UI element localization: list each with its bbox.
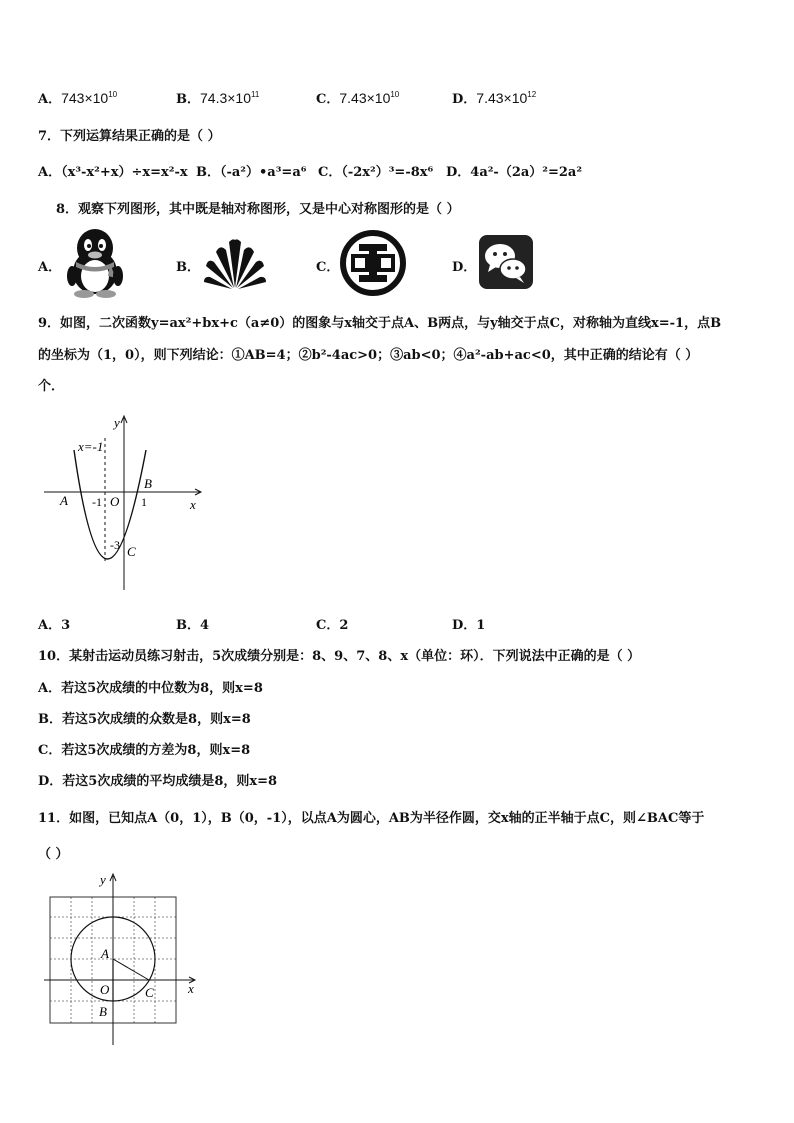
q6-option-c: [316, 88, 399, 107]
q8-option-b-letter: B．: [176, 260, 200, 275]
q10-stem: 10．某射击运动员练习射击，5次成绩分别是：8、9、7、8、x（单位：环）．下列说法中正确的是（ ）: [38, 649, 641, 664]
q6-option-b: [176, 88, 259, 107]
q7-stem: 7．下列运算结果正确的是（ ）: [38, 129, 221, 144]
q11-label-a: A: [101, 946, 109, 961]
q9-parabola-graph: [40, 410, 205, 595]
q9-option-d: D．1: [452, 618, 486, 633]
q6-option-d-letter: D．: [452, 92, 477, 107]
q6-option-b-value: [200, 90, 259, 106]
q9-stem-line1: 9．如图，二次函数y=ax²+bx+c（a≠0）的图象与x轴交于点A、B两点，与y轴交于点C，对称轴为直线x=-1，点B: [38, 316, 722, 331]
huawei-icon: [202, 234, 268, 290]
q6-option-b-mantissa: 74.3×10: [200, 90, 251, 106]
q6-option-c-mantissa: 7.43×10: [339, 90, 391, 106]
q6-option-b-exponent: 11: [251, 90, 260, 99]
q7-option-c: C．（-2x²）³=-8x⁶: [318, 165, 434, 180]
q11-label-c: C: [145, 985, 154, 1000]
q11-label-y: y: [100, 872, 106, 887]
q9-label-x: x: [190, 497, 196, 512]
q6-option-c-value: [339, 90, 399, 106]
q9-label-1: 1: [141, 495, 147, 509]
q9-label-y: y: [114, 415, 120, 430]
q9-label-axis-line: x=-1: [78, 439, 104, 454]
q9-option-a: A．3: [38, 618, 71, 633]
q6-option-a-letter: A．: [38, 92, 62, 107]
q9-label-o: O: [110, 494, 120, 509]
q8-option-a-letter: A．: [38, 260, 62, 275]
q6-option-c-exponent: 10: [390, 90, 400, 99]
q11-label-o: O: [100, 982, 110, 997]
icbc-icon: [338, 230, 408, 296]
q6-option-c-letter: C．: [316, 92, 340, 107]
q6-option-a: [38, 88, 117, 107]
q7-option-b: B．（-a²）•a³=a⁶: [196, 165, 307, 180]
q7-option-a: A．（x³-x²+x）÷x=x²-x: [38, 165, 188, 180]
q11-circle-graph: [44, 870, 204, 1050]
q10-option-a: A．若这5次成绩的中位数为8，则x=8: [38, 681, 263, 696]
q9-option-c: C．2: [316, 618, 349, 633]
q11-stem-line1: 11．如图，已知点A（0，1），B（0，-1），以点A为圆心，AB为半径作圆，交x轴的正半轴于点C，则∠BAC等于: [38, 811, 705, 826]
q9-label-neg3: -3: [110, 538, 120, 552]
wechat-icon: [478, 234, 534, 290]
q6-option-d-value: [476, 90, 536, 106]
q7-option-d: D．4a²-（2a）²=2a²: [446, 165, 583, 180]
q8-stem: 8．观察下列图形，其中既是轴对称图形，又是中心对称图形的是（ ）: [56, 202, 460, 217]
q11-label-x: x: [188, 981, 194, 996]
qq-penguin-icon: [62, 226, 128, 298]
q6-option-a-mantissa: 743×10: [61, 90, 109, 106]
q11-label-b: B: [99, 1004, 107, 1019]
q6-option-a-value: [61, 90, 117, 106]
q9-label-b: B: [144, 476, 152, 491]
q8-option-c-letter: C．: [316, 260, 340, 275]
q6-option-d-mantissa: 7.43×10: [476, 90, 528, 106]
q9-label-neg1: -1: [92, 495, 102, 509]
q10-option-d: D．若这5次成绩的平均成绩是8，则x=8: [38, 774, 278, 789]
q10-option-b: B．若这5次成绩的众数是8，则x=8: [38, 712, 251, 727]
q9-stem-line3: 个．: [38, 379, 65, 394]
q6-option-d: [452, 88, 536, 107]
q6-option-b-letter: B．: [176, 92, 200, 107]
q9-label-a: A: [60, 493, 68, 508]
q8-option-d-letter: D．: [452, 260, 477, 275]
q9-label-c: C: [127, 544, 136, 559]
q6-option-a-exponent: 10: [108, 90, 118, 99]
q9-stem-line2: 的坐标为（1，0），则下列结论：①AB=4；②b²-4ac>0；③ab<0；④a²-ab+ac<0，其中正确的结论有（ ）: [38, 348, 699, 363]
q11-segment-ac: [113, 959, 149, 980]
q6-option-d-exponent: 12: [527, 90, 537, 99]
q9-option-b: B．4: [176, 618, 210, 633]
q11-stem-line2: （ ）: [38, 847, 69, 862]
q10-option-c: C．若这5次成绩的方差为8，则x=8: [38, 743, 251, 758]
